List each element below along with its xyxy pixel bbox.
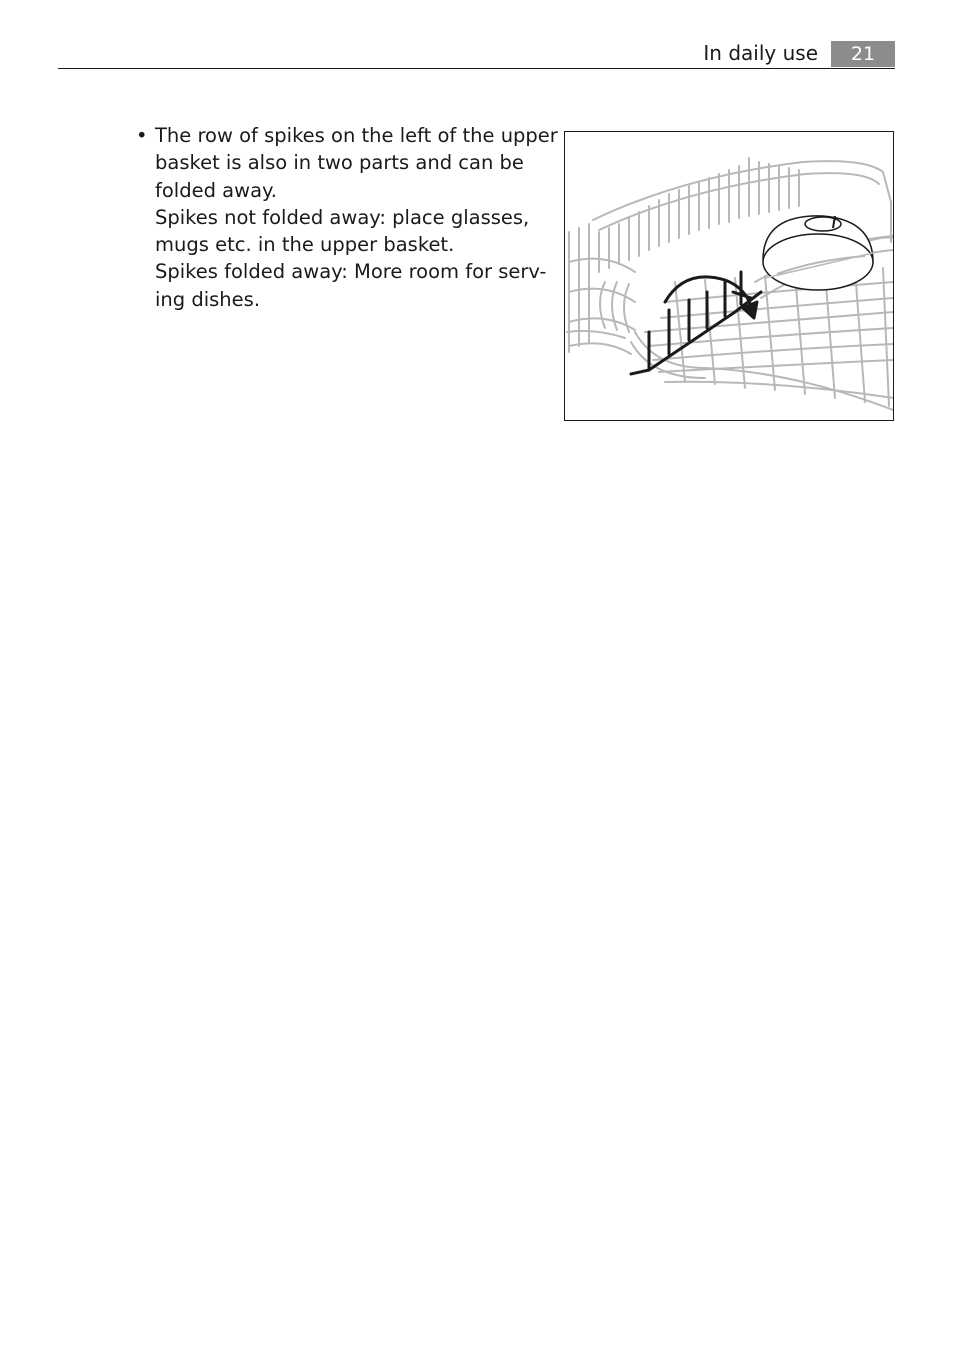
basket-illustration (564, 131, 894, 421)
page-number: 21 (831, 41, 895, 67)
bullet-icon: • (136, 124, 148, 147)
text-line: ing dishes. (155, 287, 261, 311)
text-line: The row of spikes on the left of the upper (155, 124, 558, 147)
header-rule (58, 68, 895, 69)
text-line: Spikes not folded away: place glasses, (155, 205, 530, 229)
bullet-item (136, 122, 558, 313)
bowl-drawing (763, 216, 877, 290)
text-line: folded away. (155, 178, 277, 202)
bullet-text (155, 122, 558, 313)
text-line: mugs etc. in the upper basket. (155, 233, 455, 257)
text-line: Spikes folded away: More room for serv- (155, 260, 547, 284)
section-title: In daily use (703, 41, 818, 65)
dishwasher-basket-drawing (565, 132, 893, 420)
text-line: basket is also in two parts and can be (155, 151, 524, 175)
